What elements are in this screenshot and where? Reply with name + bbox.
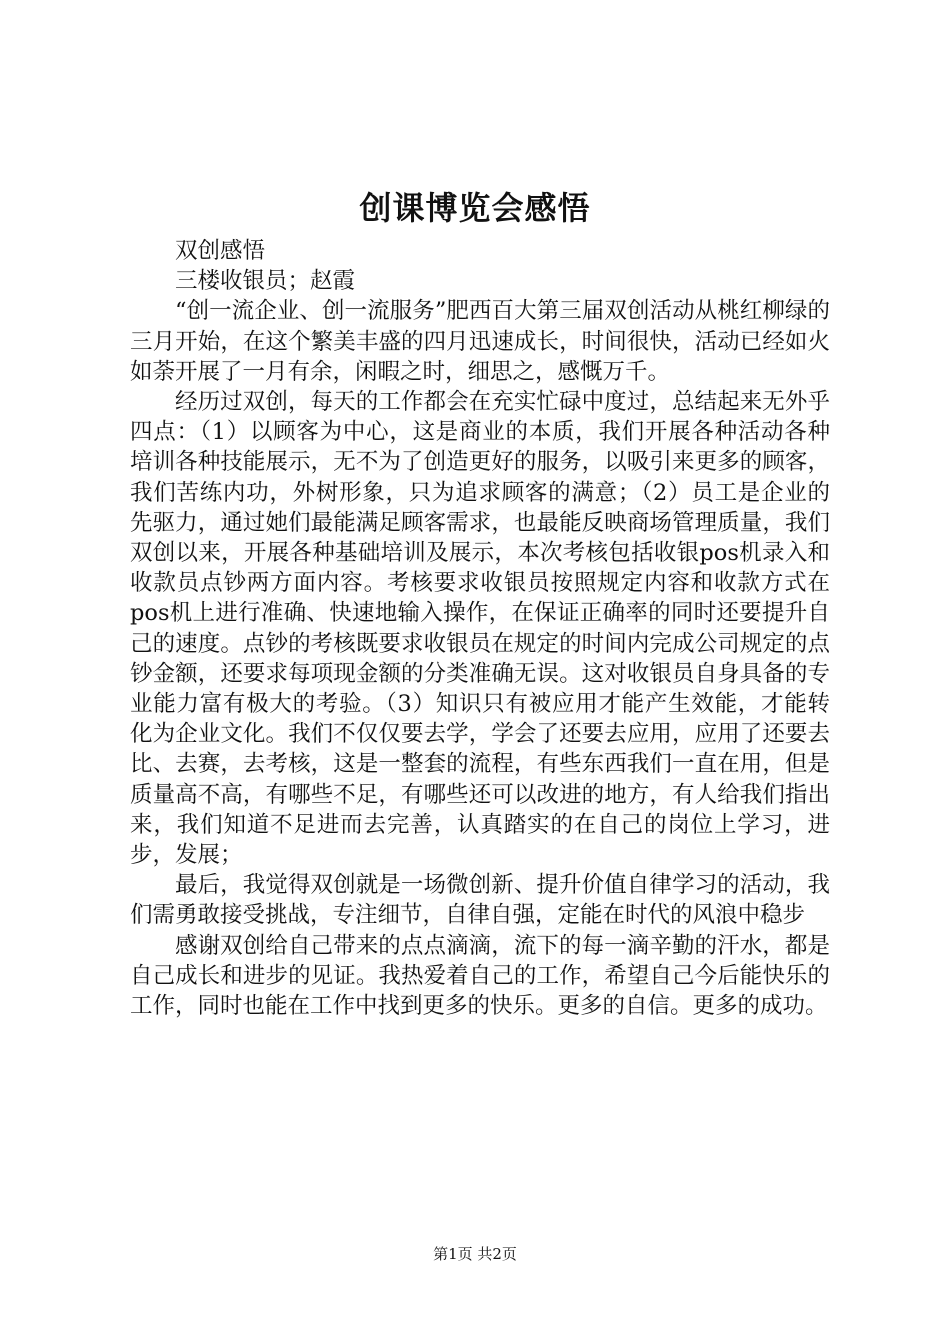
paragraph-subtitle: 双创感悟 xyxy=(175,238,266,264)
document-body xyxy=(130,236,830,1021)
paragraph-author: 三楼收银员；赵霞 xyxy=(175,268,356,295)
document-title: 创课博览会感悟 xyxy=(359,189,591,227)
paragraph-main: 经历过双创，每天的工作都会在充实忙碌中度过，总结起来无外乎四点：（1）以顾客为中心，这是商业的本质，我们开展各种活动各种培训各种技能展示，无不为了创造更好的服务，以吸引来更多的顾客，我们苦练内功，外树形象，只为追求顾客的满意；（2）员工是企业的先驱力，通过她们最能满足顾客需求，也最能反映商场管理质量，我们双创以来，开展各种基础培训及展示，本次考核包括收银pos机录入和收款员点钞两方面内容。考核要求收银员按照规定内容和收款方式在pos机上进行准确、快速地输入操作，在保证正确率的同时还要提升自己的速度。点钞的考核既要求收银员在规定的时间内完成公司规定的点钞金额，还要求每项现金额的分类准确无误。这对收银员自身具备的专业能力富有极大的考验。（3）知识只有被应用才能产生效能，才能转化为企业文化。我们不仅仅要去学，学会了还要去应用，应用了还要去比、去赛，去考核，这是一整套的流程，有些东西我们一直在用，但是质量高不高，有哪些不足，有哪些还可以改进的地方，有人给我们指出来，我们知道不足进而去完善，认真踏实的在自己的岗位上学习，进步，发展； xyxy=(130,389,830,869)
paragraph-thanks: 感谢双创给自己带来的点点滴滴，流下的每一滴辛勤的汗水，都是自己成长和进步的见证。我热爱着自己的工作，希望自己今后能快乐的工作，同时也能在工作中找到更多的快乐。更多的自信。更多的成功。 xyxy=(130,932,830,1020)
page-footer: 第1页 共2页 xyxy=(433,1245,517,1263)
paragraph-intro: “创一流企业、创一流服务”肥西百大第三届双创活动从桃红柳绿的三月开始，在这个繁美丰盛的四月迅速成长，时间很快，活动已经如火如荼开展了一月有余，闲暇之时，细思之，感慨万千。 xyxy=(130,298,830,385)
paragraph-conclusion: 最后，我觉得双创就是一场微创新、提升价值自律学习的活动，我们需勇敢接受挑战，专注细节，自律自强，定能在时代的风浪中稳步 xyxy=(130,872,830,929)
